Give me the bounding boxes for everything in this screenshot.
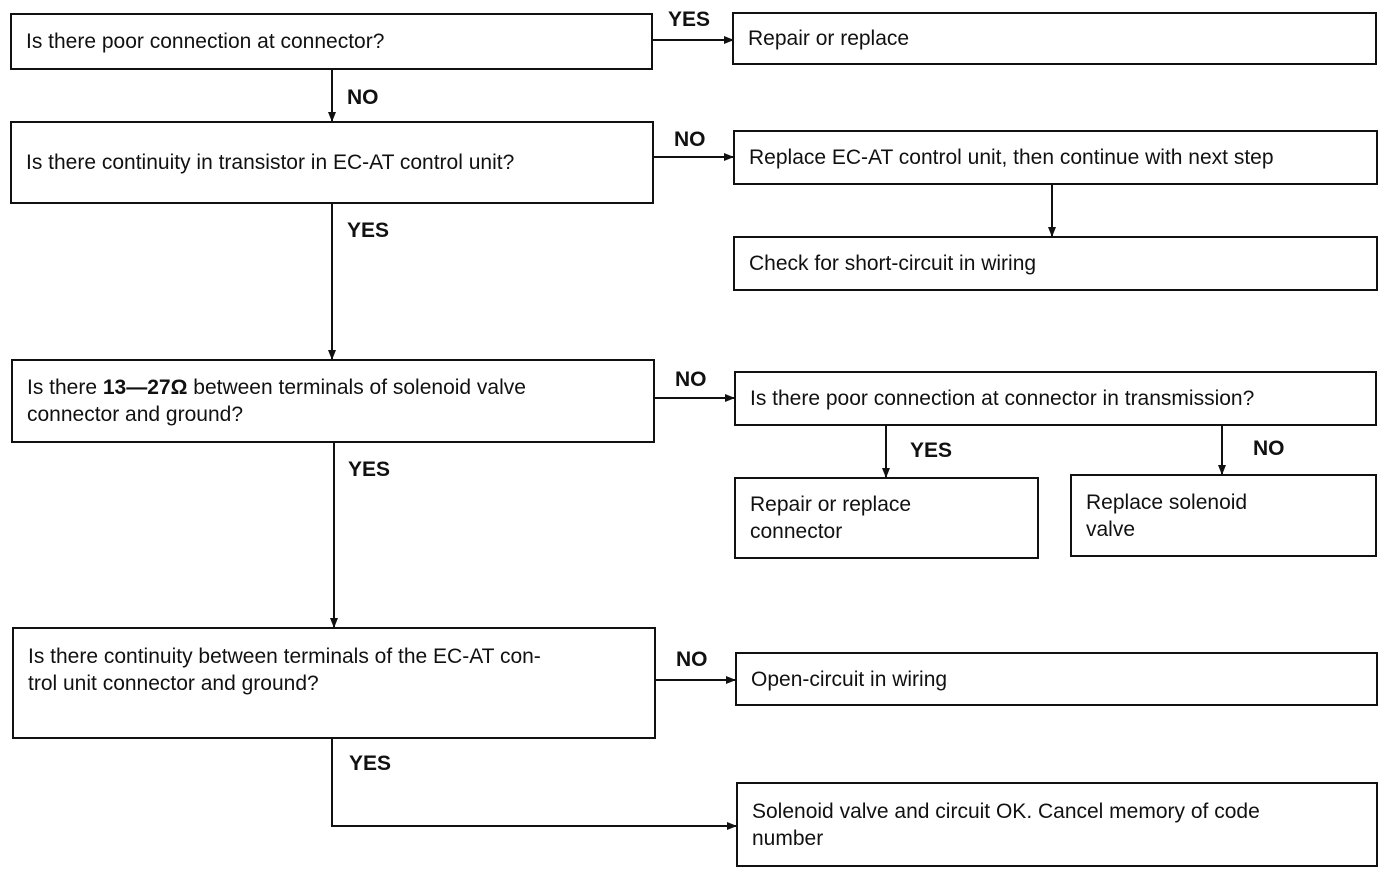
r2-text: Replace EC-AT control unit, then continue with next step [749, 146, 1274, 169]
r8-text [752, 798, 1260, 852]
r5-line-2: connector [750, 520, 843, 543]
q4-no-label: NO [676, 648, 708, 671]
r2-box [733, 130, 1378, 185]
q1-box [10, 13, 653, 70]
r5-line-1: Repair or replace [750, 493, 912, 516]
r7-box [735, 652, 1378, 706]
q2-text: Is there continuity in transistor in EC-AT control unit? [26, 151, 515, 174]
r8-line-1: Solenoid valve and circuit OK. Cancel memory of code [752, 799, 1260, 823]
r1-box [732, 12, 1377, 65]
q2-box [10, 121, 654, 204]
r7-text: Open-circuit in wiring [751, 667, 948, 691]
r3-box [733, 236, 1378, 291]
r6-line-2: valve [1086, 517, 1136, 541]
r3-text: Check for short-circuit in wiring [749, 252, 1037, 275]
r5-text [750, 491, 911, 545]
q4-line-2: trol unit connector and ground? [28, 672, 319, 695]
r4-no-label: NO [1253, 437, 1285, 460]
arrow-q4-yes [332, 738, 736, 826]
q4-box [12, 627, 656, 739]
r6-box [1070, 474, 1377, 557]
q1-no-label: NO [347, 86, 379, 109]
q3-text [27, 374, 526, 428]
r4-box [734, 371, 1377, 426]
r8-line-2: number [752, 826, 824, 850]
q3-line-1 [27, 374, 526, 401]
q4-yes-label: YES [349, 752, 392, 775]
r6-line-1: Replace solenoid [1086, 490, 1248, 514]
r5-box [734, 477, 1039, 559]
q4-text [28, 643, 541, 697]
q4-line-1: Is there continuity between terminals of the EC-AT con- [28, 645, 541, 668]
q3-no-label: NO [675, 368, 707, 391]
q3-suffix: between terminals of solenoid valve [187, 376, 526, 399]
q3-yes-label: YES [348, 458, 391, 481]
r8-box [736, 782, 1378, 867]
q3-resistance-value: 13—27Ω [102, 376, 188, 399]
q1-text: Is there poor connection at connector? [26, 30, 385, 53]
q2-no-label: NO [674, 128, 706, 151]
q3-line-2: connector and ground? [27, 403, 243, 426]
q3-prefix: Is there [27, 376, 103, 399]
r4-yes-label: YES [910, 439, 953, 462]
q2-yes-label: YES [347, 219, 390, 242]
q1-yes-label: YES [668, 8, 711, 31]
q3-box [11, 359, 655, 443]
r1-text: Repair or replace [748, 27, 910, 50]
r6-text [1086, 489, 1247, 543]
r4-text: Is there poor connection at connector in transmission? [750, 387, 1255, 410]
